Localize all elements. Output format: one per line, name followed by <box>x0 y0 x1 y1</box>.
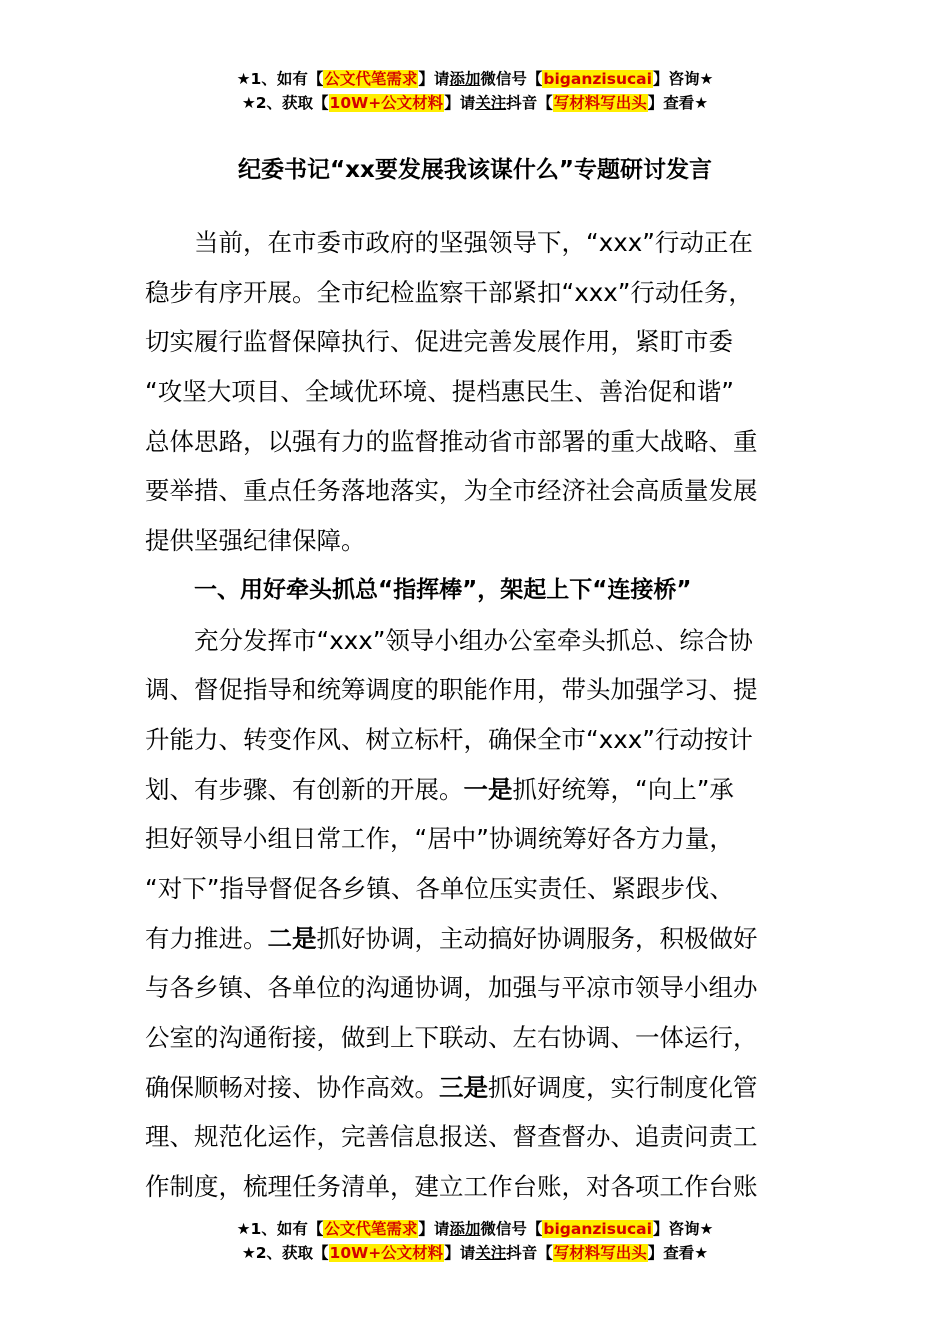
paragraph-line: 当前，在市委市政府的坚强领导下，“xxx”行动正在 <box>194 228 753 257</box>
douyin-account: 写材料写出头 <box>553 1244 647 1262</box>
paragraph-line: 理、规范化运作，完善信息报送、督查督办、追责问责工 <box>145 1122 758 1152</box>
promo-line-2: ★2、获取【10W+公文材料】请关注抖音【写材料写出头】查看★ <box>241 94 709 112</box>
paragraph-line: 公室的沟通衔接，做到上下联动、左右协调、一体运行， <box>145 1023 758 1052</box>
bold-lead: 一是 <box>463 774 513 804</box>
document-body <box>145 218 807 1212</box>
paragraph-line: 充分发挥市“xxx”领导小组办公室牵头抓总、综合协 <box>194 625 753 655</box>
wechat-id: biganzisucai <box>543 70 652 88</box>
promo-banner-bottom <box>0 1217 950 1265</box>
paragraph-line: 有力推进。二是抓好协调，主动搞好协调服务，积极做好 <box>145 923 758 953</box>
promo-line-1: ★1、如有【公文代笔需求】请添加微信号【biganzisucai】咨询★ <box>236 1220 714 1238</box>
paragraph-line: 切实履行监督保障执行、促进完善发展作用，紧盯市委 <box>145 327 733 357</box>
paragraph-line: 与各乡镇、各单位的沟通协调，加强与平凉市领导小组办 <box>145 973 758 1003</box>
paragraph-line: 调、督促指导和统筹调度的职能作用，带头加强学习、提 <box>145 675 758 705</box>
promo-banner-top <box>0 67 950 115</box>
paragraph-line: 要举措、重点任务落地落实，为全市经济社会高质量发展 <box>145 476 758 506</box>
highlight-text: 10W+公文材料 <box>329 1244 444 1262</box>
paragraph-line: “对下”指导督促各乡镇、各单位压实责任、紧跟步伐、 <box>145 873 734 903</box>
paragraph-line: “攻坚大项目、全域优环境、提档惠民生、善治促和谐” <box>145 377 734 407</box>
promo-line-2: ★2、获取【10W+公文材料】请关注抖音【写材料写出头】查看★ <box>241 1244 709 1262</box>
document-title: 纪委书记“xx要发展我该谋什么”专题研讨发言 <box>238 157 712 183</box>
bold-lead: 二是 <box>267 923 317 953</box>
promo-line-1: ★1、如有【公文代笔需求】请添加微信号【biganzisucai】咨询★ <box>236 70 714 88</box>
paragraph-line: 提供坚强纪律保障。 <box>145 526 366 556</box>
highlight-text: 公文代笔需求 <box>324 70 418 88</box>
douyin-account: 写材料写出头 <box>553 94 647 112</box>
paragraph-line: 作制度，梳理任务清单，建立工作台账，对各项工作台账 <box>145 1172 758 1202</box>
wechat-id: biganzisucai <box>543 1220 652 1238</box>
paragraph-line: 担好领导小组日常工作，“居中”协调统筹好各方力量， <box>145 824 734 854</box>
paragraph-line: 确保顺畅对接、协作高效。三是抓好调度，实行制度化管 <box>145 1072 758 1102</box>
bold-lead: 三是 <box>439 1072 488 1102</box>
paragraph-line: 划、有步骤、有创新的开展。一是抓好统筹，“向上”承 <box>145 774 734 804</box>
paragraph-line: 稳步有序开展。全市纪检监察干部紧扣“xxx”行动任务， <box>145 277 753 307</box>
section-heading: 一、用好牵头抓总“指挥棒”，架起上下“连接桥” <box>194 576 692 603</box>
highlight-text: 公文代笔需求 <box>324 1220 418 1238</box>
paragraph-line: 升能力、转变作风、树立标杆，确保全市“xxx”行动按计 <box>145 724 753 754</box>
paragraph-line: 总体思路，以强有力的监督推动省市部署的重大战略、重 <box>145 426 758 456</box>
highlight-text: 10W+公文材料 <box>329 94 444 112</box>
